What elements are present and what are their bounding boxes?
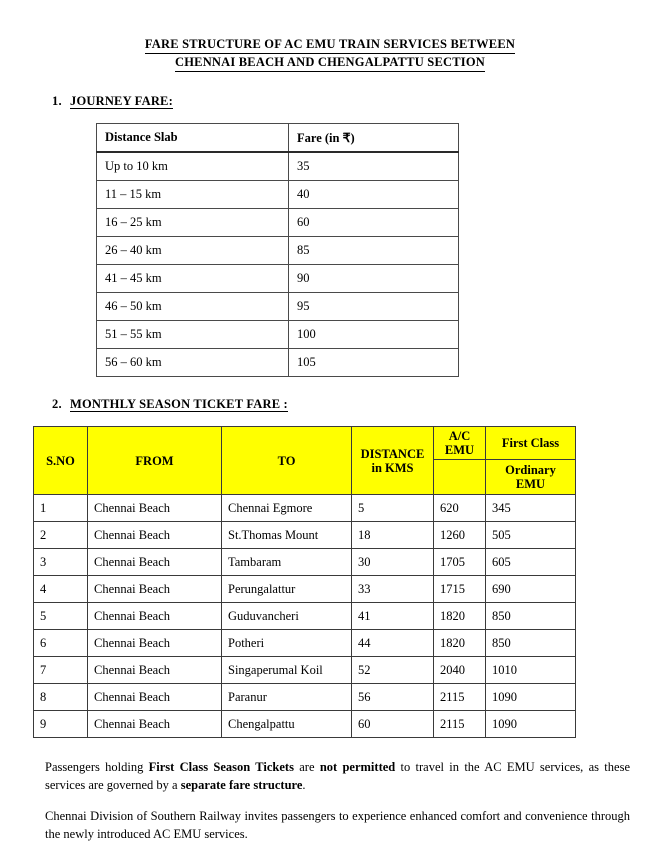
cell-from: Chennai Beach xyxy=(88,657,222,684)
column-header-ac-emu-line1: A/C xyxy=(448,429,471,443)
cell-first-class: 850 xyxy=(486,603,576,630)
cell-first-class: 345 xyxy=(486,495,576,522)
cell-fare: 105 xyxy=(289,349,459,377)
column-header-distance xyxy=(352,427,434,495)
column-header-first-class: First Class xyxy=(486,427,576,460)
cell-ac-emu: 1705 xyxy=(434,549,486,576)
table-row xyxy=(97,237,459,265)
note1-text3: to travel in the AC EMU services, as these services are governed by a xyxy=(45,760,630,792)
cell-distance: 33 xyxy=(352,576,434,603)
notes-section xyxy=(0,758,660,843)
cell-fare: 35 xyxy=(289,152,459,181)
section-heading-journey-fare xyxy=(0,94,660,109)
column-header-fare: Fare (in ₹) xyxy=(289,124,459,153)
cell-ac-emu: 2040 xyxy=(434,657,486,684)
cell-ac-emu: 1820 xyxy=(434,603,486,630)
cell-sno: 5 xyxy=(34,603,88,630)
cell-sno: 3 xyxy=(34,549,88,576)
table-row xyxy=(34,522,576,549)
cell-distance: 30 xyxy=(352,549,434,576)
column-header-distance-line1: DISTANCE xyxy=(360,446,425,461)
column-header-ordinary-line2: EMU xyxy=(515,477,546,491)
column-header-ordinary-line1: Ordinary xyxy=(505,463,556,477)
cell-first-class: 690 xyxy=(486,576,576,603)
cell-to: Chennai Egmore xyxy=(222,495,352,522)
cell-from: Chennai Beach xyxy=(88,522,222,549)
cell-to: Perungalattur xyxy=(222,576,352,603)
cell-fare: 90 xyxy=(289,265,459,293)
table-row xyxy=(97,209,459,237)
column-header-sno: S.NO xyxy=(34,427,88,495)
column-header-distance-line2: in KMS xyxy=(371,460,414,475)
column-header-ac-emu-empty xyxy=(434,460,486,495)
note1-bold1: First Class Season Tickets xyxy=(148,760,294,774)
cell-fare: 95 xyxy=(289,293,459,321)
cell-to: Paranur xyxy=(222,684,352,711)
cell-distance: 41 xyxy=(352,603,434,630)
table-row xyxy=(97,349,459,377)
section-number-2: 2. xyxy=(52,397,62,411)
table-row xyxy=(34,603,576,630)
journey-fare-table-wrapper xyxy=(0,123,660,377)
cell-distance: 52 xyxy=(352,657,434,684)
table-row xyxy=(34,657,576,684)
cell-distance-slab: 26 – 40 km xyxy=(97,237,289,265)
cell-from: Chennai Beach xyxy=(88,549,222,576)
cell-distance-slab: 51 – 55 km xyxy=(97,321,289,349)
cell-to: Potheri xyxy=(222,630,352,657)
cell-ac-emu: 2115 xyxy=(434,684,486,711)
cell-distance: 56 xyxy=(352,684,434,711)
section-label-monthly-season-ticket-fare: MONTHLY SEASON TICKET FARE : xyxy=(70,397,288,411)
cell-distance-slab: 46 – 50 km xyxy=(97,293,289,321)
section-heading-monthly-season-ticket-fare xyxy=(0,397,660,412)
cell-ac-emu: 1820 xyxy=(434,630,486,657)
cell-from: Chennai Beach xyxy=(88,495,222,522)
column-header-ac-emu xyxy=(434,427,486,460)
cell-sno: 7 xyxy=(34,657,88,684)
cell-from: Chennai Beach xyxy=(88,630,222,657)
table-row xyxy=(34,630,576,657)
cell-ac-emu: 1260 xyxy=(434,522,486,549)
note-paragraph-2: Chennai Division of Southern Railway invites passengers to experience enhanced comfort and convenience through the newly introduced AC EMU services. xyxy=(45,809,630,841)
note-paragraph-1 xyxy=(45,758,630,794)
title-line-2: CHENNAI BEACH AND CHENGALPATTU SECTION xyxy=(0,54,660,72)
cell-first-class: 505 xyxy=(486,522,576,549)
cell-distance-slab: 56 – 60 km xyxy=(97,349,289,377)
column-header-first-class-ordinary-emu xyxy=(486,460,576,495)
table-row xyxy=(97,265,459,293)
season-ticket-table-wrapper xyxy=(0,426,660,738)
note1-text2: are xyxy=(293,760,320,774)
table-header-row xyxy=(97,124,459,153)
column-header-to: TO xyxy=(222,427,352,495)
cell-to: St.Thomas Mount xyxy=(222,522,352,549)
cell-first-class: 850 xyxy=(486,630,576,657)
table-row xyxy=(97,321,459,349)
cell-sno: 9 xyxy=(34,711,88,738)
journey-fare-table xyxy=(96,123,459,377)
cell-sno: 1 xyxy=(34,495,88,522)
title-line-1: FARE STRUCTURE OF AC EMU TRAIN SERVICES BETWEEN xyxy=(0,36,660,54)
note1-text1: Passengers holding xyxy=(45,760,149,774)
note1-bold3: separate fare structure xyxy=(180,778,303,792)
cell-first-class: 1090 xyxy=(486,684,576,711)
cell-distance: 5 xyxy=(352,495,434,522)
cell-to: Guduvancheri xyxy=(222,603,352,630)
cell-ac-emu: 620 xyxy=(434,495,486,522)
cell-distance-slab: 41 – 45 km xyxy=(97,265,289,293)
table-header-row-primary xyxy=(34,427,576,460)
cell-fare: 85 xyxy=(289,237,459,265)
cell-sno: 4 xyxy=(34,576,88,603)
column-header-distance-slab: Distance Slab xyxy=(97,124,289,153)
cell-to: Tambaram xyxy=(222,549,352,576)
cell-distance: 60 xyxy=(352,711,434,738)
cell-first-class: 605 xyxy=(486,549,576,576)
note1-bold2: not permitted xyxy=(319,760,396,774)
table-row xyxy=(34,576,576,603)
cell-from: Chennai Beach xyxy=(88,576,222,603)
cell-to: Chengalpattu xyxy=(222,711,352,738)
section-label-journey-fare: JOURNEY FARE: xyxy=(70,94,173,108)
cell-first-class: 1090 xyxy=(486,711,576,738)
table-row xyxy=(34,495,576,522)
table-row xyxy=(97,293,459,321)
note1-text4: . xyxy=(302,778,306,792)
section-number-1: 1. xyxy=(52,94,62,108)
cell-fare: 60 xyxy=(289,209,459,237)
cell-distance-slab: 16 – 25 km xyxy=(97,209,289,237)
cell-distance: 44 xyxy=(352,630,434,657)
cell-ac-emu: 1715 xyxy=(434,576,486,603)
cell-from: Chennai Beach xyxy=(88,684,222,711)
cell-first-class: 1010 xyxy=(486,657,576,684)
cell-fare: 100 xyxy=(289,321,459,349)
cell-distance-slab: Up to 10 km xyxy=(97,152,289,181)
table-row xyxy=(34,549,576,576)
table-row xyxy=(97,181,459,209)
cell-distance: 18 xyxy=(352,522,434,549)
season-ticket-fare-table xyxy=(33,426,576,738)
page-title xyxy=(0,0,660,72)
cell-sno: 8 xyxy=(34,684,88,711)
cell-to: Singaperumal Koil xyxy=(222,657,352,684)
column-header-from: FROM xyxy=(88,427,222,495)
table-row xyxy=(34,711,576,738)
table-row xyxy=(97,152,459,181)
cell-distance-slab: 11 – 15 km xyxy=(97,181,289,209)
table-row xyxy=(34,684,576,711)
cell-sno: 6 xyxy=(34,630,88,657)
cell-from: Chennai Beach xyxy=(88,711,222,738)
cell-ac-emu: 2115 xyxy=(434,711,486,738)
column-header-ac-emu-line2: EMU xyxy=(444,443,475,457)
cell-sno: 2 xyxy=(34,522,88,549)
cell-from: Chennai Beach xyxy=(88,603,222,630)
cell-fare: 40 xyxy=(289,181,459,209)
